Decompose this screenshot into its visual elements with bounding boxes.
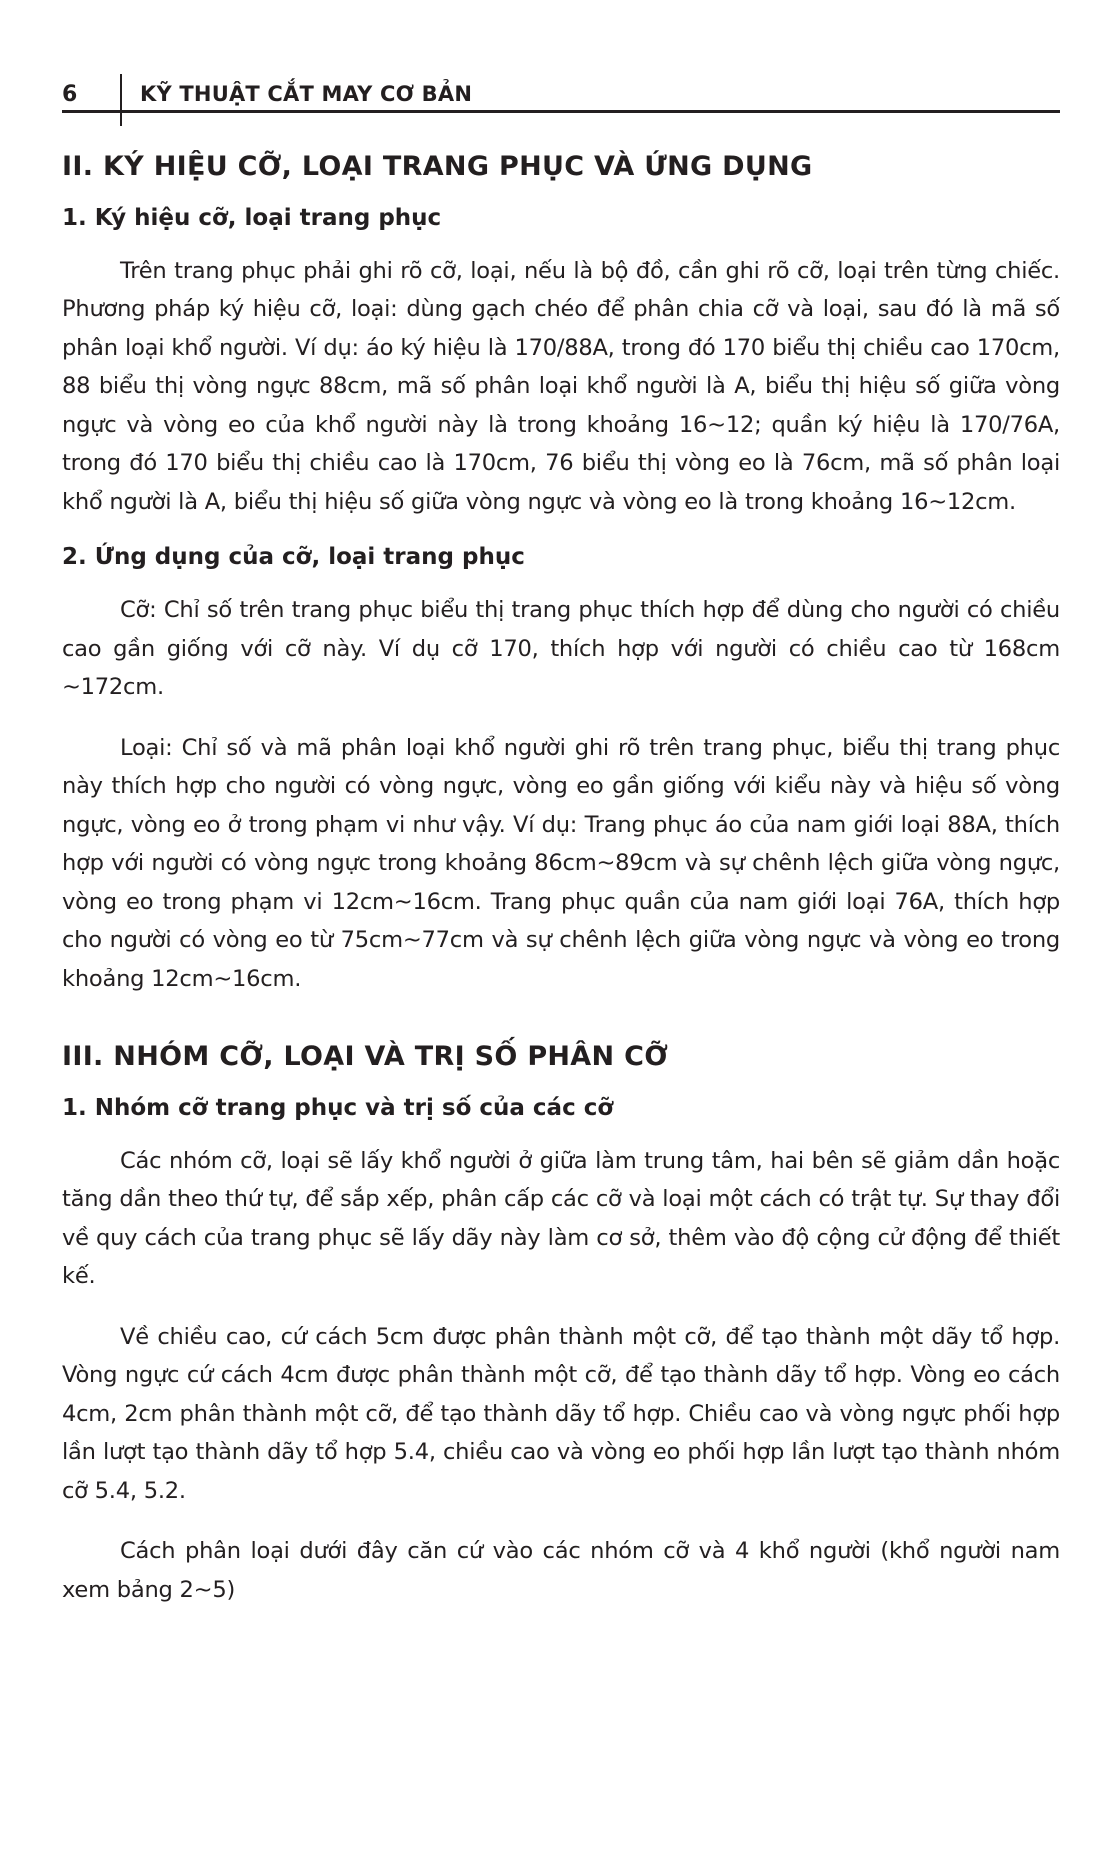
subsection-heading-2-1: 1. Ký hiệu cỡ, loại trang phục — [62, 204, 442, 231]
paragraph: Các nhóm cỡ, loại sẽ lấy khổ người ở giữa làm trung tâm, hai bên sẽ giảm dần hoặc tăng dần theo thứ tự, để sắp xếp, phân cấp các cỡ và loại một cách có trật tự. Sự thay đổi về quy cách của trang phục sẽ lấy dãy này làm cơ sở, thêm vào độ cộng cử động để thiết kế. — [62, 1147, 1060, 1290]
subsection-heading-3-1: 1. Nhóm cỡ trang phục và trị số của các cỡ — [62, 1094, 614, 1121]
section-spacer — [62, 1020, 1060, 1040]
section-heading-2: II. KÝ HIỆU CỠ, LOẠI TRANG PHỤC VÀ ỨNG DỤNG — [62, 151, 813, 182]
header-divider — [120, 74, 122, 126]
book-title: KỸ THUẬT CẮT MAY CƠ BẢN — [140, 82, 473, 106]
subsection-heading-2-2: 2. Ứng dụng của cỡ, loại trang phục — [62, 544, 525, 571]
paragraph: Loại: Chỉ số và mã phân loại khổ người ghi rõ trên trang phục, biểu thị trang phục này thích hợp cho người có vòng ngực, vòng eo gần giống với kiểu này và hiệu số vòng ngực, vòng eo ở trong phạm vi như vậy. Ví dụ: Trang phục áo của nam giới loại 88A, thích hợp với người có vòng ngực trong khoảng 86cm~89cm và sự chênh lệch giữa vòng ngực, vòng eo trong phạm vi 12cm~16cm. Trang phục quần của nam giới loại 76A, thích hợp cho người có vòng eo từ 75cm~77cm và sự chênh lệch giữa vòng ngực và vòng eo trong khoảng 12cm~16cm. — [62, 734, 1060, 992]
page-number: 6 — [62, 82, 78, 107]
paragraph: Cỡ: Chỉ số trên trang phục biểu thị trang phục thích hợp để dùng cho người có chiều cao gần giống với cỡ này. Ví dụ cỡ 170, thích hợp với người có chiều cao từ 168cm ~172cm. — [62, 597, 1060, 701]
header-rule — [62, 110, 1060, 113]
section-heading-3: III. NHÓM CỠ, LOẠI VÀ TRỊ SỐ PHÂN CỠ — [62, 1041, 669, 1073]
paragraph: Cách phân loại dưới đây căn cứ vào các nhóm cỡ và 4 khổ người (khổ người nam xem bảng 2~5) — [62, 1538, 1060, 1603]
paragraph: Trên trang phục phải ghi rõ cỡ, loại, nếu là bộ đồ, cần ghi rõ cỡ, loại trên từng chiếc. Phương pháp ký hiệu cỡ, loại: dùng gạch chéo để phân chia cỡ và loại, sau đó là mã số phân loại khổ người. Ví dụ: áo ký hiệu là 170/88A, trong đó 170 biểu thị chiều cao 170cm, 88 biểu thị vòng ngực 88cm, mã số phân loại khổ người là A, biểu thị hiệu số giữa vòng ngực và vòng eo của khổ người này là trong khoảng 16~12; quần ký hiệu là 170/76A, trong đó 170 biểu thị chiều cao là 170cm, 76 biểu thị vòng eo là 76cm, mã số phân loại khổ người là A, biểu thị hiệu số giữa vòng ngực và vòng eo là trong khoảng 16~12cm. — [62, 257, 1060, 515]
page-content — [62, 150, 1060, 1631]
running-header — [62, 74, 1062, 110]
paragraph: Về chiều cao, cứ cách 5cm được phân thành một cỡ, để tạo thành một dãy tổ hợp. Vòng ngực cứ cách 4cm được phân thành một cỡ, để tạo thành dãy tổ hợp. Vòng eo cách 4cm, 2cm phân thành một cỡ, để tạo thành dãy tổ hợp. Chiều cao và vòng ngực phối hợp lần lượt tạo thành dãy tổ hợp 5.4, chiều cao và vòng eo phối hợp lần lượt tạo thành nhóm cỡ 5.4, 5.2. — [62, 1323, 1060, 1504]
